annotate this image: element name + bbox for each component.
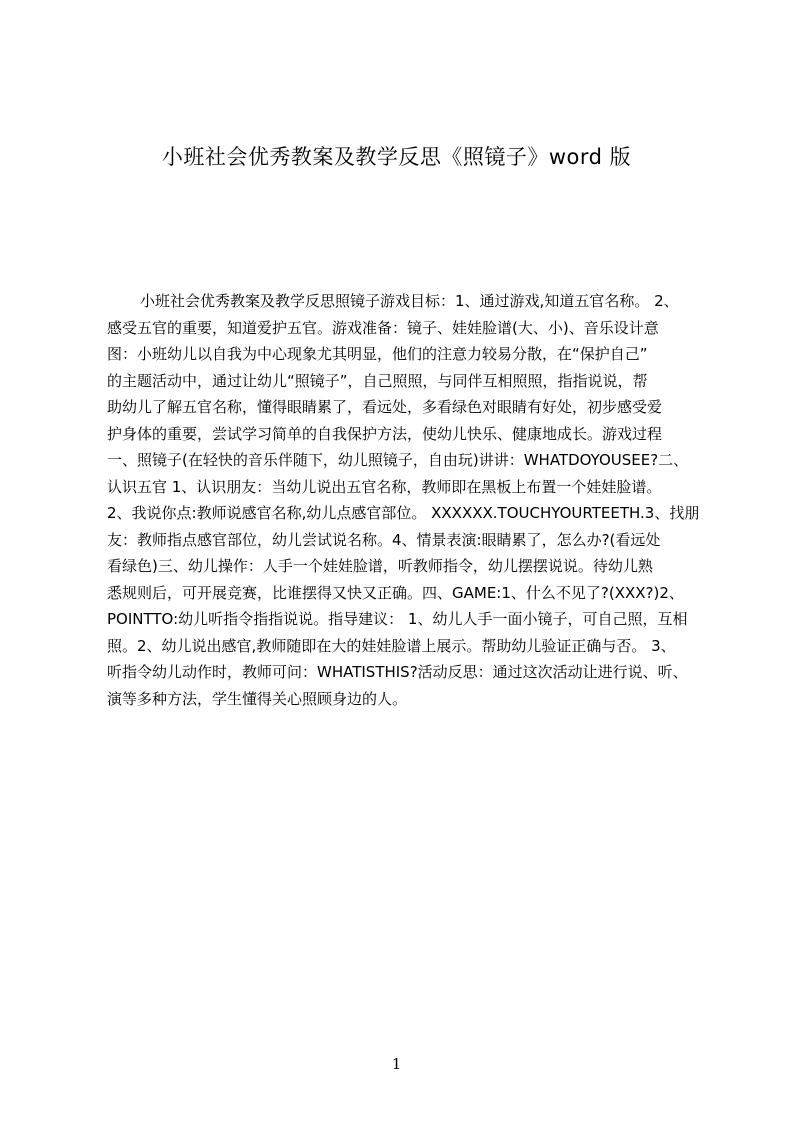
body-line: 感受五官的重要，知道爱护五官。游戏准备：镜子、娃娃脸谱(大、小)、音乐设计意 [107, 318, 659, 337]
body-line: 图：小班幼儿以自我为中心现象尤其明显，他们的注意力较易分散，在“保护自己” [107, 345, 648, 363]
body-line: POINTTO:幼儿听指令指指说说。指导建议： 1、幼儿人手一面小镜子，可自己照，互相 [107, 610, 688, 628]
body-line: 2、我说你点:教师说感官名称,幼儿点感官部位。 XXXXXX.TOUCHYOURTEETH.3、找朋 [107, 504, 700, 522]
body-line: 认识五官 1、认识朋友：当幼儿说出五官名称，教师即在黑板上布置一个娃娃脸谱。 [107, 477, 662, 496]
body-line: 看绿色)三、幼儿操作：人手一个娃娃脸谱，听教师指令，幼儿摆摆说说。待幼儿熟 [107, 557, 653, 575]
body-line: 护身体的重要，尝试学习简单的自我保护方法，使幼儿快乐、健康地成长。游戏过程 [107, 424, 663, 443]
body-line: 演等多种方法，学生懂得关心照顾身边的人。 [107, 689, 408, 708]
body-line: 助幼儿了解五官名称，懂得眼睛累了，看远处，多看绿色对眼睛有好处，初步感受爱 [107, 398, 663, 416]
body-line: 小班社会优秀教案及教学反思照镜子游戏目标：1、通过游戏,知道五官名称。 2、 [140, 292, 679, 310]
document-title: 小班社会优秀教案及教学反思《照镜子》word 版 [161, 145, 632, 169]
body-line: 一、照镜子(在轻快的音乐伴随下，幼儿照镜子，自由玩)讲讲：WHATDOYOUSEE?二、 [107, 451, 689, 469]
document-body [107, 288, 707, 712]
page-number: 1 [391, 1055, 402, 1073]
body-line: 照。2、幼儿说出感官,教师随即在大的娃娃脸谱上展示。帮助幼儿验证正确与否。 3、 [107, 636, 676, 655]
body-line: 友：教师指点感官部位，幼儿尝试说名称。4、情景表演:眼睛累了，怎么办?(看远处 [107, 530, 661, 549]
body-line: 的主题活动中，通过让幼儿“照镜子”，自己照照，与同伴互相照照，指指说说，帮 [107, 371, 648, 390]
body-line: 听指令幼儿动作时，教师可问：WHATISTHIS?活动反思：通过这次活动让进行说、听、 [107, 663, 688, 681]
body-line: 悉规则后，可开展竞赛，比谁摆得又快又正确。四、GAME:1、什么不见了?(XXX?)2、 [107, 583, 684, 602]
